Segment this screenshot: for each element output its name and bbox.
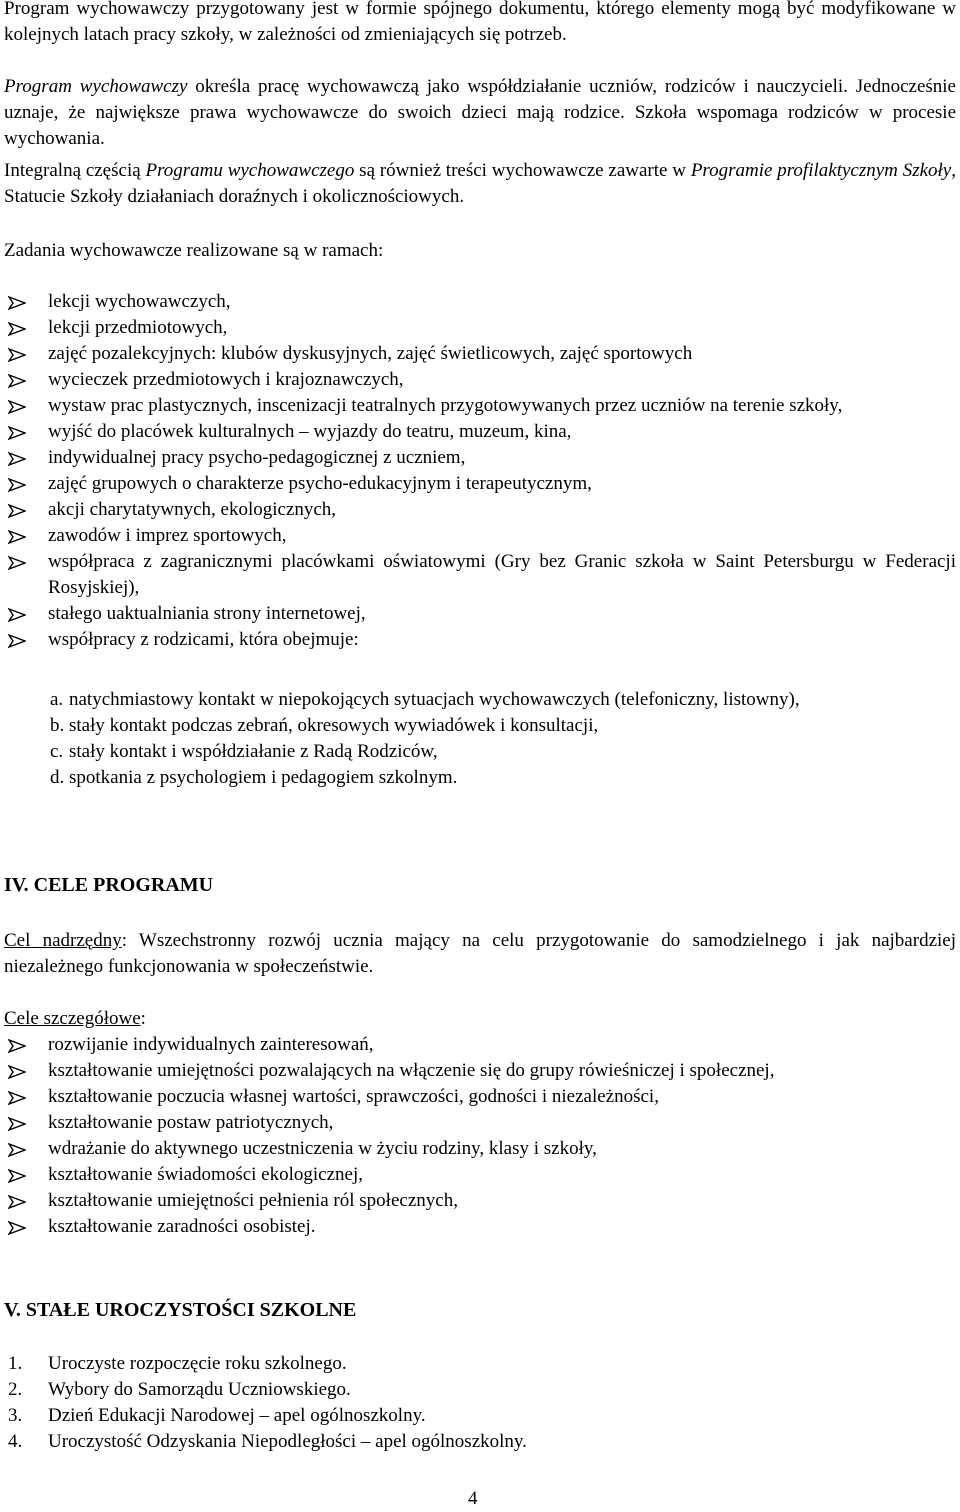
- task-list-item: [4, 471, 956, 497]
- main-goal-paragraph: [4, 928, 956, 980]
- arrow-bullet-icon: [8, 400, 26, 414]
- task-list-item: [4, 341, 956, 367]
- goal-list-item: [4, 1214, 956, 1240]
- goal-list-item: [4, 1058, 956, 1084]
- intro-paragraph-2-text: określa pracę wychowawczą jako współdziałanie uczniów, rodziców i nauczycieli. Jednocześnie uznaje, że największe prawa wychowawcze do swoich dzieci mają rodzice. Szkoła wspomaga rodziców w procesie wychowania.: [4, 76, 956, 149]
- arrow-bullet-icon: [8, 1091, 26, 1105]
- cooperation-sub-item-text: stały kontakt podczas zebrań, okresowych wywiadówek i konsultacji,: [69, 715, 599, 736]
- task-list-item: [4, 315, 956, 341]
- task-list-item: [4, 549, 956, 601]
- arrow-bullet-icon: [8, 1065, 26, 1079]
- arrow-bullet-icon: [8, 1169, 26, 1183]
- goal-list-item-text: kształtowanie umiejętności pełnienia ról społecznych,: [48, 1190, 458, 1211]
- intro-paragraph-3: [4, 158, 956, 210]
- arrow-bullet-icon: [8, 608, 26, 622]
- arrow-bullet-icon: [8, 634, 26, 648]
- intro-p3-part-d: Programie profilaktycznym Szkoły: [690, 160, 952, 181]
- ceremony-list-item-text: Uroczystość Odzyskania Niepodległości – apel ogólnoszkolny.: [48, 1431, 527, 1452]
- ceremony-list-item: [4, 1377, 527, 1403]
- task-list-item-text: współpracy z rodzicami, która obejmuje:: [48, 629, 359, 650]
- goal-list-item-text: rozwijanie indywidualnych zainteresowań,: [48, 1034, 374, 1055]
- ceremony-list-item-marker: 3.: [8, 1405, 23, 1426]
- cooperation-sub-item: [50, 765, 956, 791]
- intro-p3-part-e: , Statucie Szkoły działaniach doraźnych i okolicznościowych.: [4, 160, 956, 207]
- ceremony-list-item: [4, 1403, 527, 1429]
- goal-list-item: [4, 1110, 956, 1136]
- task-list-item: [4, 601, 956, 627]
- cooperation-sub-item: [50, 687, 956, 713]
- detail-goals-colon: :: [140, 1008, 146, 1029]
- task-list-item-text: lekcji wychowawczych,: [48, 291, 231, 312]
- ceremony-list-item: [4, 1351, 527, 1377]
- arrow-bullet-icon: [8, 1039, 26, 1053]
- ceremony-list-item: [4, 1429, 527, 1455]
- arrow-bullet-icon: [8, 322, 26, 336]
- task-list-item: [4, 445, 956, 471]
- arrow-bullet-icon: [8, 478, 26, 492]
- ceremony-list-item-text: Wybory do Samorządu Uczniowskiego.: [48, 1379, 351, 1400]
- task-list-item-text: zajęć pozalekcyjnych: klubów dyskusyjnych, zajęć świetlicowych, zajęć sportowych: [48, 343, 693, 364]
- task-list-item: [4, 627, 956, 653]
- arrow-bullet-icon: [8, 530, 26, 544]
- task-list-item-text: akcji charytatywnych, ekologicznych,: [48, 499, 337, 520]
- ceremony-list-item-marker: 1.: [8, 1353, 23, 1374]
- program-title-italic: Program wychowawczy: [4, 76, 188, 97]
- task-list-item: [4, 523, 956, 549]
- task-list-item-text: zawodów i imprez sportowych,: [48, 525, 287, 546]
- arrow-bullet-icon: [8, 426, 26, 440]
- main-goal-text: : Wszechstronny rozwój ucznia mający na celu przygotowanie do samodzielnego i jak najbardziej niezależnego funkcjonowania w społeczeństwie.: [4, 930, 956, 977]
- task-list-item-text: lekcji przedmiotowych,: [48, 317, 228, 338]
- cooperation-sub-item-text: stały kontakt i współdziałanie z Radą Rodziców,: [69, 741, 438, 762]
- section-iv-heading: IV. CELE PROGRAMU: [4, 874, 214, 896]
- page-number: 4: [468, 1488, 478, 1509]
- ceremony-list-item-text: Dzień Edukacji Narodowej – apel ogólnoszkolny.: [48, 1405, 426, 1426]
- cooperation-sub-item: [50, 713, 956, 739]
- intro-paragraph-2: [4, 74, 956, 152]
- cooperation-sub-item-marker: c.: [50, 741, 64, 762]
- task-list-item: [4, 367, 956, 393]
- arrow-bullet-icon: [8, 1195, 26, 1209]
- task-list-item-text: wystaw prac plastycznych, inscenizacji teatralnych przygotowywanych przez uczniów na terenie szkoły,: [48, 395, 843, 416]
- intro-paragraph-1: Program wychowawczy przygotowany jest w formie spójnego dokumentu, którego elementy mogą być modyfikowane w kolejnych latach pracy szkoły, w zależności od zmieniających się potrzeb.: [4, 0, 956, 45]
- arrow-bullet-icon: [8, 1221, 26, 1235]
- intro-p3-part-c: są również treści wychowawcze zawarte w: [354, 160, 691, 181]
- arrow-bullet-icon: [8, 504, 26, 518]
- arrow-bullet-icon: [8, 452, 26, 466]
- ceremony-list-item-text: Uroczyste rozpoczęcie roku szkolnego.: [48, 1353, 347, 1374]
- arrow-bullet-icon: [8, 374, 26, 388]
- arrow-bullet-icon: [8, 1117, 26, 1131]
- detail-goals-list: [4, 1032, 956, 1240]
- arrow-bullet-icon: [8, 556, 26, 570]
- task-list-item: [4, 419, 956, 445]
- cooperation-sub-item-marker: a.: [50, 689, 64, 710]
- arrow-bullet-icon: [8, 348, 26, 362]
- cooperation-sub-item-text: natychmiastowy kontakt w niepokojących sytuacjach wychowawczych (telefoniczny, listowny),: [69, 689, 800, 710]
- detail-goals-label: Cele szczegółowe: [4, 1008, 141, 1029]
- task-list-item-text: stałego uaktualniania strony internetowej,: [48, 603, 366, 624]
- task-list-item-text: wycieczek przedmiotowych i krajoznawczych,: [48, 369, 404, 390]
- ceremonies-list: [4, 1351, 527, 1455]
- section-v-heading: V. STAŁE UROCZYSTOŚCI SZKOLNE: [4, 1299, 357, 1321]
- task-list-item-text: wyjść do placówek kulturalnych – wyjazdy do teatru, muzeum, kina,: [48, 421, 572, 442]
- goal-list-item-text: kształtowanie umiejętności pozwalających na włączenie się do grupy rówieśniczej i społecznej,: [48, 1060, 775, 1081]
- intro-p3-part-b: Programu wychowawczego: [145, 160, 355, 181]
- ceremony-list-item-marker: 4.: [8, 1431, 23, 1452]
- goal-list-item-text: kształtowanie poczucia własnej wartości, sprawczości, godności i niezależności,: [48, 1086, 659, 1107]
- goal-list-item: [4, 1188, 956, 1214]
- task-list-item-text: zajęć grupowych o charakterze psycho-edukacyjnym i terapeutycznym,: [48, 473, 592, 494]
- goal-list-item: [4, 1084, 956, 1110]
- task-list-item: [4, 497, 956, 523]
- arrow-bullet-icon: [8, 296, 26, 310]
- goal-list-item-text: kształtowanie świadomości ekologicznej,: [48, 1164, 363, 1185]
- parent-cooperation-sublist: [50, 687, 956, 791]
- cooperation-sub-item-text: spotkania z psychologiem i pedagogiem szkolnym.: [69, 767, 458, 788]
- cooperation-sub-item: [50, 739, 956, 765]
- task-list-item: [4, 289, 956, 315]
- ceremony-list-item-marker: 2.: [8, 1379, 23, 1400]
- goal-list-item: [4, 1032, 956, 1058]
- intro-p3-part-a: Integralną częścią: [4, 160, 146, 181]
- goal-list-item: [4, 1162, 956, 1188]
- goal-list-item-text: wdrażanie do aktywnego uczestniczenia w życiu rodziny, klasy i szkoły,: [48, 1138, 597, 1159]
- goal-list-item-text: kształtowanie postaw patriotycznych,: [48, 1112, 334, 1133]
- task-list-item-text: współpraca z zagranicznymi placówkami oświatowymi (Gry bez Granic szkoła w Saint Petersburgu w Federacji Rosyjskiej),: [48, 551, 956, 598]
- tasks-heading: Zadania wychowawcze realizowane są w ramach:: [4, 240, 384, 261]
- goal-list-item: [4, 1136, 956, 1162]
- goal-list-item-text: kształtowanie zaradności osobistej.: [48, 1216, 316, 1237]
- main-goal-label: Cel nadrzędny: [4, 930, 122, 951]
- tasks-list: [4, 289, 956, 653]
- task-list-item-text: indywidualnej pracy psycho-pedagogicznej z uczniem,: [48, 447, 466, 468]
- task-list-item: [4, 393, 956, 419]
- cooperation-sub-item-marker: d.: [50, 767, 65, 788]
- arrow-bullet-icon: [8, 1143, 26, 1157]
- detail-goals-heading: [4, 1006, 956, 1032]
- cooperation-sub-item-marker: b.: [50, 715, 65, 736]
